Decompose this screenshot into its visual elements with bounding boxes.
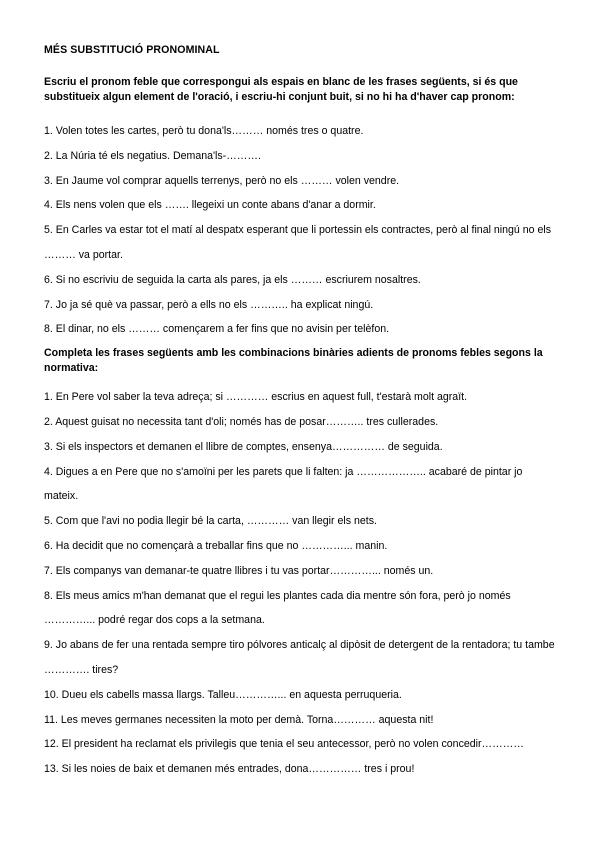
list-item: 6. Ha decidit que no començarà a treballar fins que no …………... manin. <box>44 539 388 552</box>
list-item: 10. Dueu els cabells massa llargs. Talleu…………... en aquesta perruqueria. <box>44 688 402 701</box>
section1-instruction: Escriu el pronom feble que correspongui als espais en blanc de les frases següents, si és que substitueix algun element de l'oració, i escriu-hi conjunt buit, si no hi ha d'haver cap pronom: <box>44 76 518 103</box>
section2-list <box>44 385 559 782</box>
list-item: 8. Els meus amics m'han demanat que el regui les plantes cada dia mentre són fora, però jo només …………... podré regar dos cops a la setmana. <box>44 589 511 627</box>
list-item: 11. Les meves germanes necessiten la moto per demà. Torna………… aquesta nit! <box>44 713 434 726</box>
list-item: 4. Digues a en Pere que no s'amoïni per les parets que li falten: ja ……………….. acabaré de pintar jo mateix. <box>44 465 523 503</box>
list-item: 7. Els companys van demanar-te quatre llibres i tu vas portar…………... només un. <box>44 564 434 577</box>
list-item: 1. En Pere vol saber la teva adreça; si ………… escrius en aquest full, t'estarà molt agraït. <box>44 391 468 404</box>
section1-list <box>44 119 559 342</box>
list-item: 2. La Núria té els negatius. Demana'ls-………. <box>44 149 261 162</box>
page-title: MÉS SUBSTITUCIÓ PRONOMINAL <box>44 44 220 56</box>
list-item: 5. En Carles va estar tot el matí al despatx esperant que li portessin els contractes, però al final ningú no els ……… va portar. <box>44 224 552 261</box>
list-item: 7. Jo ja sé què va passar, però a ells no els ……….. ha explicat ningú. <box>44 298 374 311</box>
list-item: 1. Volen totes les cartes, però tu dona'ls……… només tres o quatre. <box>44 125 364 137</box>
section2-instruction: Completa les frases següents amb les combinacions binàries adients de pronoms febles segons la normativa: <box>44 347 543 375</box>
list-item: 3. En Jaume vol comprar aquells terrenys, però no els ……… volen vendre. <box>44 174 400 187</box>
list-item: 9. Jo abans de fer una rentada sempre tiro pólvores anticalç al dipòsit de detergent de la rentadora; tu tambe …………. tires? <box>44 639 555 676</box>
list-item: 8. El dinar, no els ……… començarem a fer fins que no avisin per telèfon. <box>44 323 390 336</box>
list-item: 3. Si els inspectors et demanen el llibre de comptes, ensenya…………… de seguida. <box>44 440 443 453</box>
list-item: 12. El president ha reclamat els privilegis que tenia el seu antecessor, però no volen concedir………… <box>44 738 524 751</box>
list-item: 5. Com que l'avi no podia llegir bé la carta, ………… van llegir els nets. <box>44 515 377 528</box>
list-item: 2. Aquest guisat no necessita tant d'oli; només has de posar……….. tres cullerades. <box>44 415 439 428</box>
list-item: 4. Els nens volen que els ……. llegeixi un conte abans d'anar a dormir. <box>44 199 376 212</box>
worksheet-page <box>44 44 559 782</box>
list-item: 6. Si no escriviu de seguida la carta als pares, ja els ……… escriurem nosaltres. <box>44 273 421 286</box>
list-item: 13. Si les noies de baix et demanen més entrades, dona…………… tres i prou! <box>44 763 415 776</box>
